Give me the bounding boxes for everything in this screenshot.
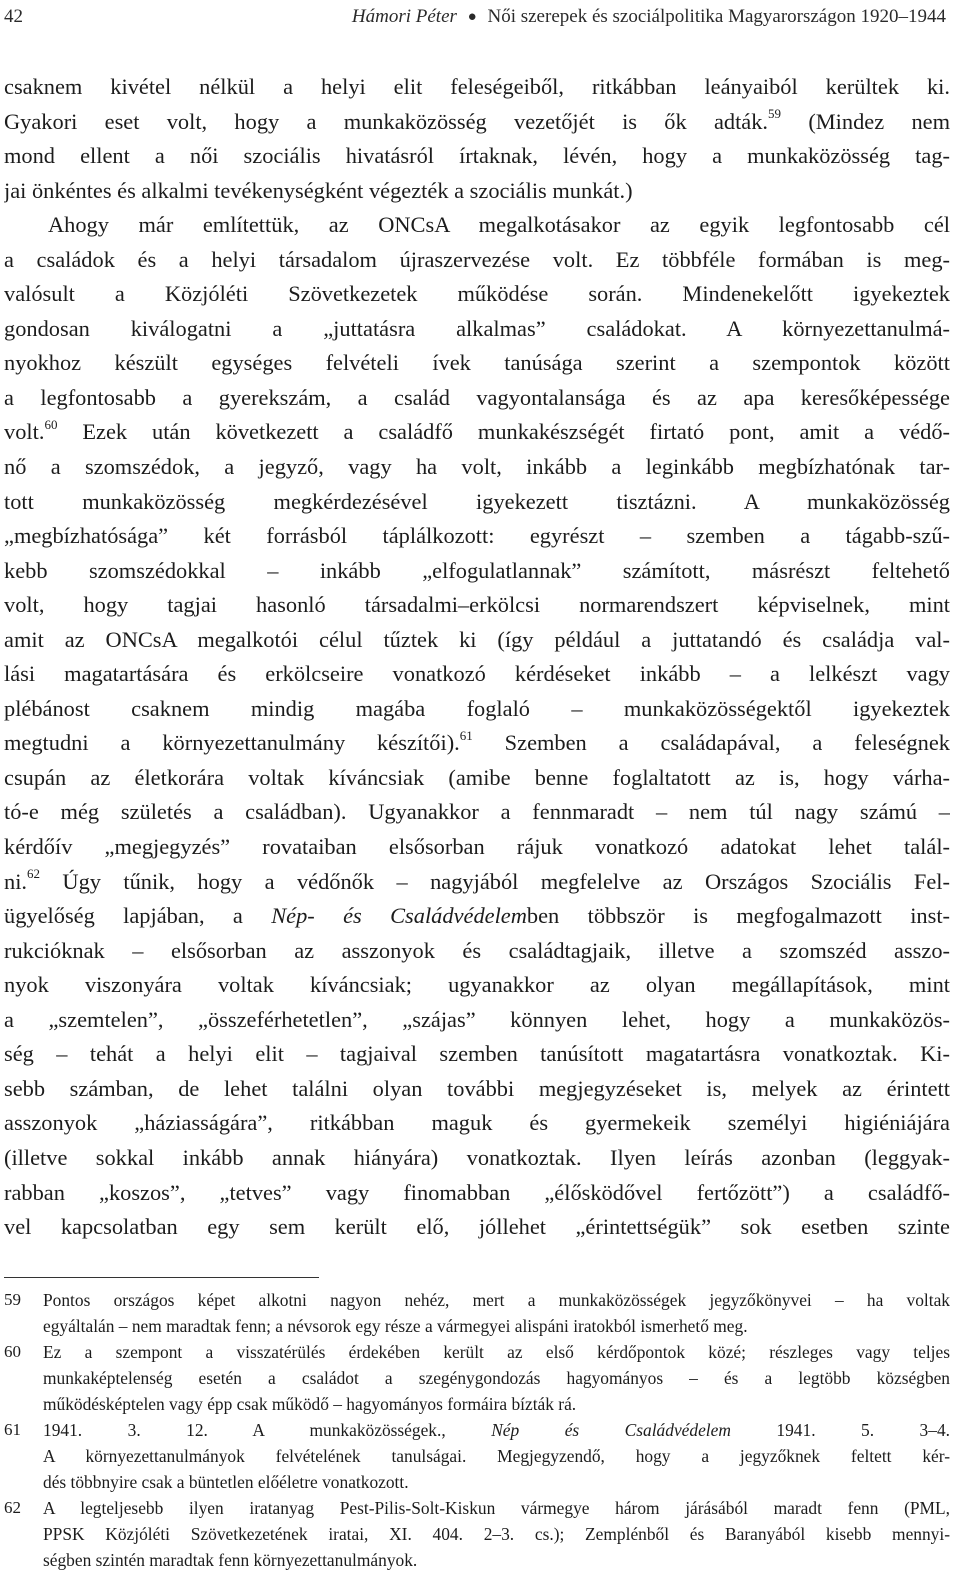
footnote — [4, 1339, 950, 1417]
line-text: nő a szomszédok, a jegyző, vagy ha volt, inkább a leginkább megbízhatónak tar- — [4, 454, 950, 480]
text-line — [4, 312, 950, 347]
line-text: a családok és a helyi társadalom újraszervezése volt. Ez többféle formában is meg- — [4, 246, 950, 272]
text-line — [4, 277, 950, 312]
line-text: csaknem kivétel nélkül a helyi elit feleségeiből, ritkábban leányaiból kerültek ki. — [4, 74, 950, 99]
text-line — [4, 1003, 950, 1038]
footnote-text — [43, 1417, 950, 1495]
footnote — [4, 1287, 950, 1339]
italic-title: Nép- és Családvédelem — [271, 903, 527, 929]
page-number: 42 — [4, 6, 23, 27]
footnote-line — [43, 1365, 950, 1391]
text-line — [4, 865, 950, 900]
footnote-text — [43, 1287, 950, 1339]
footnote-divider — [4, 1277, 319, 1278]
text-line — [4, 899, 950, 934]
text-line — [4, 968, 950, 1003]
footnote-line — [43, 1417, 950, 1443]
line-text: a legfontosabb a gyerekszám, a család vagyontalansága és az apa keresőképessége — [4, 384, 950, 410]
text-line — [4, 657, 950, 692]
text-line — [4, 588, 950, 623]
line-text-cont: ben többször is megfogalmazott inst- — [526, 903, 950, 929]
text-line — [4, 70, 950, 105]
footnote-line — [43, 1495, 950, 1521]
footnote-ref: 60 — [44, 417, 58, 432]
line-text: PPSK Közjóléti Szövetkezetének iratai, XI. 404. 2–3. cs.); Zemplénből és Baranyából kisebb mennyi- — [43, 1524, 950, 1544]
line-text-cont: Úgy tűnik, hogy a védőnők – nagyjából megfelelve az Országos Szociális Fel- — [40, 868, 950, 894]
text-line — [4, 830, 950, 865]
line-text: 1941. 3. 12. A munkaközösségek., — [43, 1420, 492, 1440]
text-line — [4, 381, 950, 416]
author-name: Hámori Péter — [351, 6, 457, 27]
footnote-line — [43, 1287, 950, 1313]
text-line — [4, 485, 950, 520]
footnote-ref: 59 — [768, 106, 782, 122]
footnote — [4, 1417, 950, 1495]
line-text: A legteljesebb ilyen iratanyag Pest-Pilis-Solt-Kiskun vármegye három járásából maradt fenn (PML, — [43, 1498, 950, 1518]
line-text: ügyelőség lapjában, a — [4, 903, 272, 929]
line-text-cont: (Mindez nem — [781, 108, 950, 134]
line-text: ség – tehát a helyi elit – tagjaival szemben tanúsított magatartásra vonatkoztak. Ki- — [4, 1041, 950, 1067]
line-text: valósult a Közjóléti Szövetkezetek működése során. Mindenekelőtt igyekeztek — [4, 281, 950, 307]
line-text-cont: 1941. 5. 3–4. — [730, 1420, 950, 1440]
text-line — [4, 208, 950, 243]
footnote — [4, 1495, 950, 1573]
footnote-text — [43, 1339, 950, 1417]
text-line — [4, 450, 950, 485]
line-text: lási magatartására és erkölcseire vonatkozó kérdéseket inkább – a lelkészt vagy — [4, 661, 950, 687]
line-text-cont: Szemben a családapával, a feleségnek — [472, 730, 950, 756]
text-line — [4, 1141, 950, 1176]
footnote-line — [43, 1547, 950, 1573]
footnote-number: 62 — [4, 1498, 21, 1517]
line-text: rabban „koszos”, „tetves” vagy finomabban „élősködővel fertőzött”) a családfő- — [4, 1179, 950, 1205]
line-text: munkaképtelenség esetén a családot a szegénygondozás hagyományos – és a legtöbb községben — [43, 1368, 950, 1388]
line-text: „megbízhatósága” két forrásból táplálkozott: egyrészt – szemben a tágabb-szű- — [4, 523, 950, 549]
line-text: Pontos országos képet alkotni nagyon nehéz, mert a munkaközösségek jegyzőkönyvei – ha voltak — [43, 1290, 950, 1310]
line-text: sebb számban, de lehet találni olyan további megjegyzéseket is, melyek az érintett — [4, 1075, 950, 1101]
line-text: amit az ONCsA megalkotói célul tűztek ki (így például a juttatandó és családja val- — [4, 626, 950, 652]
text-line — [4, 105, 950, 140]
running-header — [0, 0, 960, 30]
line-text: működésképtelen vagy épp csak működő – hagyományos formáira bízták rá. — [43, 1394, 577, 1414]
line-text: ségben szintén maradtak fenn környezettanulmányok. — [43, 1550, 418, 1570]
text-line — [4, 139, 950, 174]
line-text: jai önkéntes és alkalmi tevékenységként végezték a szociális munkát.) — [4, 177, 633, 203]
line-text: dés többnyire csak a büntetlen előéletre vonatkozott. — [43, 1472, 409, 1492]
footnote-number: 59 — [4, 1290, 21, 1309]
text-line — [4, 1210, 950, 1245]
line-text: kebb szomszédokkal – inkább „elfogulatlannak” számított, másrészt feltehető — [4, 557, 950, 583]
line-text: volt. — [4, 419, 45, 445]
text-line — [4, 1176, 950, 1211]
line-text: gondosan kiválogatni a „juttatásra alkalmas” családokat. A környezettanulmá- — [4, 315, 950, 341]
footnote-number: 61 — [4, 1420, 21, 1439]
line-text: volt, hogy tagjai hasonló társadalmi–erkölcsi normarendszert képviselnek, mint — [4, 592, 950, 618]
line-text: asszonyok „háziasságára”, ritkábban maguk és gyermekeik személyi higiéniájára — [4, 1110, 950, 1136]
line-text: egyáltalán – nem maradtak fenn; a névsorok egy része a vármegyei alispáni iratokból ismerhető meg. — [43, 1316, 748, 1336]
text-line — [4, 1106, 950, 1141]
footnote-ref: 62 — [27, 866, 41, 882]
book-title: Női szerepek és szociálpolitika Magyarországon 1920–1944 — [487, 6, 946, 27]
text-line — [4, 692, 950, 727]
text-line — [4, 346, 950, 381]
line-text: megtudni a környezettanulmány készítői). — [4, 730, 460, 756]
text-line — [4, 795, 950, 830]
main-text — [4, 70, 950, 1245]
line-text: mond ellent a női szociális hivatásról írtaknak, lévén, hogy a munkaközösség tag- — [4, 143, 950, 169]
text-line — [4, 415, 950, 450]
line-text: nyok viszonyára voltak kíváncsiak; ugyanakkor az olyan megállapítások, mint — [4, 972, 950, 998]
footnotes — [4, 1287, 950, 1573]
text-line — [4, 623, 950, 658]
footnote-line — [43, 1391, 950, 1417]
line-text: (illetve sokkal inkább annak hiányára) vonatkoztak. Ilyen leírás azonban (leggyak- — [4, 1144, 950, 1170]
italic-title: Nép és Családvédelem — [491, 1420, 731, 1440]
running-head — [352, 6, 946, 28]
line-text: a „szemtelen”, „összeférhetetlen”, „szájas” könnyen lehet, hogy a munkaközös- — [4, 1006, 950, 1032]
line-text: Ez a szempont a visszatérülés érdekében került az első kérdőpontok közé; részleges vagy teljes — [43, 1342, 950, 1362]
text-line — [4, 174, 950, 209]
text-line — [4, 554, 950, 589]
text-line — [4, 934, 950, 969]
text-line — [4, 761, 950, 796]
line-text: vel kapcsolatban egy sem került elő, jóllehet „érintettségük” sok esetben szinte — [4, 1214, 950, 1240]
line-text: Gyakori eset volt, hogy a munkaközösség vezetőjét is ők adták. — [4, 108, 769, 134]
footnote-line — [43, 1443, 950, 1469]
line-text: tott munkaközösség megkérdezésével igyekezett tisztázni. A munkaközösség — [4, 488, 950, 514]
text-line — [4, 1072, 950, 1107]
text-line — [4, 243, 950, 278]
footnote-line — [43, 1521, 950, 1547]
line-text: Ahogy már említettük, az ONCsA megalkotásakor az egyik legfontosabb cél — [48, 212, 950, 238]
footnote-line — [43, 1313, 950, 1339]
line-text: plébánost csaknem mindig magába foglaló – munkaközösségektől igyekeztek — [4, 695, 950, 721]
line-text: ni. — [4, 868, 28, 894]
footnote-ref: 61 — [459, 727, 473, 743]
line-text: nyokhoz készült egységes felvételi ívek tanúsága szerint a szempontok között — [4, 350, 950, 376]
text-line — [4, 726, 950, 761]
text-line — [4, 1037, 950, 1072]
bullet-icon: ● — [467, 9, 477, 25]
line-text: A környezettanulmányok felvételének tanulságai. Megjegyzendő, hogy a jegyzőknek feltett kér- — [43, 1446, 950, 1466]
line-text: tó-e még születés a családban). Ugyanakkor a fennmaradt – nem túl nagy számú – — [4, 799, 950, 825]
line-text: kérdőív „megjegyzés” rovataiban elsősorban rájuk vonatkozó adatokat lehet talál- — [4, 834, 950, 860]
footnote-number: 60 — [4, 1342, 21, 1361]
footnote-line — [43, 1469, 950, 1495]
line-text-cont: Ezek után következett a családfő munkakészségét firtató pont, amit a védő- — [57, 419, 950, 445]
footnote-text — [43, 1495, 950, 1573]
line-text: csupán az életkorára voltak kíváncsiak (amibe benne foglaltatott az is, hogy várha- — [4, 764, 950, 790]
line-text: rukcióknak – elsősorban az asszonyok és családtagjaik, illetve a szomszéd asszo- — [4, 937, 950, 963]
text-line — [4, 519, 950, 554]
footnote-line — [43, 1339, 950, 1365]
